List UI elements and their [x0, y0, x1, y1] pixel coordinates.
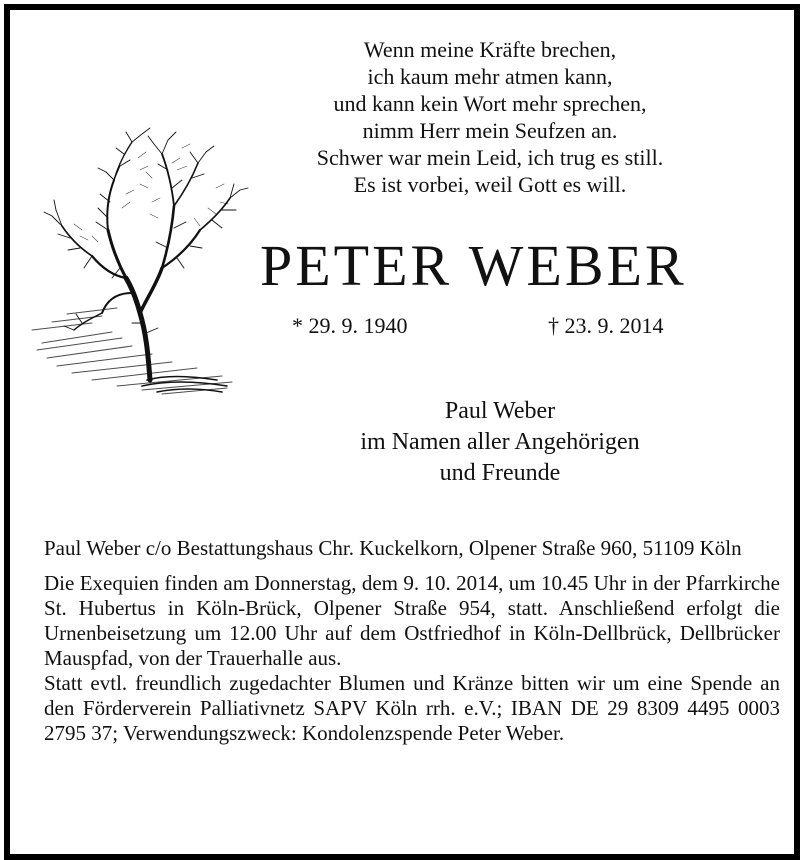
poem-line: nimm Herr mein Seufzen an.: [362, 118, 618, 143]
death-date: † 23. 9. 2014: [548, 313, 664, 338]
donation-text: Statt evtl. freundlich zugedachter Blumen und Kränze bitten wir um eine Spende an den Förderverein Palliativnetz SAPV Köln rrh. e.V.; IBAN DE 29 8309 4495 0003 2795 37; Verwendungszweck: Kondolenzspende Peter Weber.: [44, 671, 780, 745]
poem-line: Schwer war mein Leid, ich trug es still.: [316, 145, 664, 170]
signer-line: im Namen aller Angehörigen: [360, 429, 640, 455]
poem: [240, 36, 740, 198]
signer-line: Paul Weber: [444, 398, 556, 424]
obituary-frame: [4, 4, 800, 860]
deceased-name: PETER WEBER: [260, 233, 687, 298]
service-text: Die Exequien finden am Donnerstag, dem 9. 10. 2014, um 10.45 Uhr in der Pfarrkirche St. Hubertus in Köln-Brück, Olpener Straße 954, statt. Anschließend erfolgt die Urnenbeisetzung um 12.00 Uhr auf dem Ostfriedhof in Köln-Dellbrück, Dellbrücker Mauspfad, von der Trauerhalle aus.: [44, 571, 780, 670]
poem-line: Es ist vorbei, weil Gott es will.: [353, 172, 627, 197]
contact-address: Paul Weber c/o Bestattungshaus Chr. Kuckelkorn, Olpener Straße 960, 51109 Köln: [44, 536, 742, 560]
poem-line: Wenn meine Kräfte brechen,: [363, 37, 617, 62]
signers: [250, 396, 750, 489]
birth-date: * 29. 9. 1940: [292, 313, 408, 338]
service-details: [44, 536, 780, 746]
poem-line: ich kaum mehr atmen kann,: [367, 64, 613, 89]
tree-icon: [22, 118, 267, 408]
signer-line: und Freunde: [439, 460, 561, 486]
poem-line: und kann kein Wort mehr sprechen,: [333, 91, 647, 116]
